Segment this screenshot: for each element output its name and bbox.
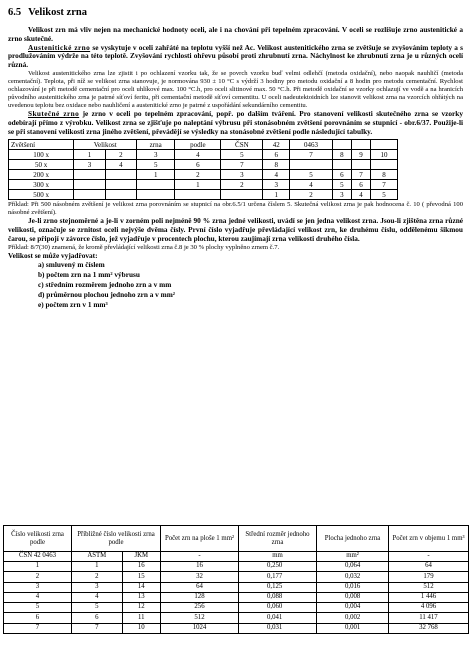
grain-number-cell: 3	[332, 190, 351, 200]
paragraph-example-2: Příklad: 8/7(30) znamená, že kromě převládající velikosti zrna č.8 je 30 % plochy vyplněno zrnem č.7.	[8, 243, 280, 251]
grain-number-cell	[137, 190, 175, 200]
table-cell: 0,177	[239, 572, 317, 582]
grain-number-cell	[74, 190, 105, 200]
grain-number-cell	[221, 190, 263, 200]
table-row	[4, 623, 469, 633]
grain-table-header	[4, 526, 469, 552]
header-cell: zrna	[137, 140, 175, 150]
table-cell: 128	[161, 592, 239, 602]
grain-number-cell: 1	[263, 190, 290, 200]
conversion-table-row	[9, 190, 398, 200]
grain-number-cell: 3	[137, 150, 175, 160]
magnification-cell: 100 x	[9, 150, 74, 160]
paragraph-intro: Velikost zrn má vliv nejen na mechanické hodnoty oceli, ale i na chování při tepelném zpracování. V oceli se rozlišuje zrno austenitické a zrno skutečné.	[8, 24, 463, 43]
grain-number-cell: 2	[221, 180, 263, 190]
header-cell: Velikost	[74, 140, 137, 150]
grain-number-cell: 6	[175, 160, 221, 170]
subheader-cell: -	[161, 552, 239, 562]
table-cell: 0,016	[317, 582, 389, 592]
conversion-table-row	[9, 160, 398, 170]
grain-number-cell: 3	[221, 170, 263, 180]
grain-number-cell: 4	[351, 190, 370, 200]
table-cell: 0,088	[239, 592, 317, 602]
paragraph-methods: Velikost austenitického zrna lze zjistit i po ochlazení vzorku tak, že se povrch vzorku buď velmi odlehčí (metoda oxidační), nebo naopak nauhličí (metoda cementační). Teplota, při níž se velikost zrna stanovuje, je normována 930 ± 10 °C s výdrží 3 hodiny pro metodu oxidační a 8 hodin pro metodu cementační. Rychlost ochlazování je při metodě cementační pro oceli uhlíkové max. 100 °C.h, pro oceli slitinové max. 50 °C.h. Při metodě oxidační se vzorky ochlazují ve vodě a na hranicích původního austenitického zrna je patrné síťoví feritu, při cementační metodě síťoví cementitu. U oceli nadeutektoidních lze stanovit velikost zrna na vzorcích ohřátých na uvedenou teplotu bez oxidace nebo nauhličení a austenitické zrno je patrné z uspořádání sekundárního cementitu.	[8, 70, 463, 109]
table-cell: 13	[122, 592, 160, 602]
subheader-cell: mm	[239, 552, 317, 562]
grain-number-cell: 9	[351, 150, 370, 160]
subheader-cell: ČSN 42 0463	[4, 552, 72, 562]
grain-number-cell	[370, 160, 397, 170]
table-cell: 0,250	[239, 562, 317, 572]
table-cell: 10	[122, 623, 160, 633]
grain-number-cell: 5	[370, 190, 397, 200]
table-row	[4, 572, 469, 582]
list-item: c) středním rozměrem jednoho zrn a v mm	[38, 279, 172, 289]
grain-number-cell	[290, 160, 333, 170]
list-item: d) průměrnou plochou jednoho zrn a v mm²	[38, 289, 175, 299]
header-cell	[370, 140, 397, 150]
list-item: a) smluvený m číslem	[38, 259, 105, 269]
grain-number-cell	[351, 160, 370, 170]
conversion-table-header	[9, 140, 398, 150]
header-cell: podle	[175, 140, 221, 150]
grain-number-cell: 2	[105, 150, 136, 160]
grain-number-cell	[74, 170, 105, 180]
table-cell: 0,031	[239, 623, 317, 633]
header-cell: 0463	[290, 140, 333, 150]
table-cell: 16	[161, 562, 239, 572]
grain-number-cell	[105, 170, 136, 180]
grain-number-cell: 3	[263, 180, 290, 190]
table-cell: 1024	[161, 623, 239, 633]
table-cell: 0,004	[317, 603, 389, 613]
header-cell: Počet zrn na ploše 1 mm²	[161, 526, 239, 552]
table-cell: 0,032	[317, 572, 389, 582]
section-title: Velikost zrna	[28, 7, 87, 18]
grain-number-cell	[175, 190, 221, 200]
subheader-cell: mm²	[317, 552, 389, 562]
table-cell: 7	[4, 623, 72, 633]
table-cell: 64	[389, 562, 469, 572]
table-row	[4, 603, 469, 613]
header-cell: Příbližné číslo velikosti zrna podle	[72, 526, 161, 552]
conversion-table-row	[9, 170, 398, 180]
paragraph-real-grain-text: je zrno v oceli po tepelném zpracování, popř. po dalším tváření. Pro stanovení velikosti skutečného zrna se vzorky odebírají přímo z výrobku. Velikost zrna se zjišťuje po naleptání výbrusu při stonásobném zvětšení porovnáním se stupnicí - obr.6/37. Použije-li se při stanovení velikosti zrna jiného zvětšení, převádějí se výsledky na stonásobné zvětšení podle následující tabulky.	[8, 108, 463, 136]
grain-number-cell	[105, 190, 136, 200]
table-row	[4, 562, 469, 572]
grain-number-cell: 8	[332, 150, 351, 160]
table-cell: 11 417	[389, 613, 469, 623]
grain-number-cell: 4	[263, 170, 290, 180]
table-cell: 14	[122, 582, 160, 592]
grain-number-cell: 7	[370, 180, 397, 190]
table-cell: 7	[72, 623, 123, 633]
table-cell: 11	[122, 613, 160, 623]
table-cell: 32 768	[389, 623, 469, 633]
table-cell: 3	[4, 582, 72, 592]
header-cell: Střední rozměr jednoho zrna	[239, 526, 317, 552]
conversion-table-row	[9, 150, 398, 160]
header-cell: Počet zrn v objemu 1 mm³	[389, 526, 469, 552]
grain-number-cell: 8	[370, 170, 397, 180]
table-cell: 1	[72, 562, 123, 572]
table-cell: 2	[4, 572, 72, 582]
table-cell: 0,041	[239, 613, 317, 623]
grain-number-cell: 10	[370, 150, 397, 160]
grain-number-cell: 6	[332, 170, 351, 180]
grain-number-cell: 3	[74, 160, 105, 170]
grain-number-cell	[74, 180, 105, 190]
table-cell: 0,002	[317, 613, 389, 623]
table-cell: 0,125	[239, 582, 317, 592]
grain-number-cell: 8	[263, 160, 290, 170]
grain-number-cell: 4	[105, 160, 136, 170]
paragraph-real-grain	[8, 110, 463, 137]
term-real-grain: Skutečné zrno	[28, 108, 80, 118]
table-cell: 4	[4, 592, 72, 602]
table-cell: 6	[4, 613, 72, 623]
grain-number-cell: 6	[263, 150, 290, 160]
grain-number-cell: 1	[74, 150, 105, 160]
header-cell: 42	[263, 140, 290, 150]
table-cell: 0,008	[317, 592, 389, 602]
table-cell: 6	[72, 613, 123, 623]
grain-table-body	[4, 562, 469, 634]
term-austenitic: Austenitické zrno	[28, 42, 91, 52]
grain-number-cell: 7	[290, 150, 333, 160]
list-item: b) počtem zrn na 1 mm² výbrusu	[38, 269, 140, 279]
header-cell: Číslo velikosti zrna podle	[4, 526, 72, 552]
grain-number-cell: 2	[175, 170, 221, 180]
table-cell: 0,060	[239, 603, 317, 613]
magnification-cell: 50 x	[9, 160, 74, 170]
conversion-table	[8, 139, 398, 200]
table-cell: 4 096	[389, 603, 469, 613]
grain-number-cell: 5	[137, 160, 175, 170]
table-cell: 1 446	[389, 592, 469, 602]
table-row	[4, 613, 469, 623]
section-heading	[8, 7, 463, 20]
conversion-table-row	[9, 180, 398, 190]
grain-number-cell: 7	[221, 160, 263, 170]
grain-number-cell: 1	[137, 170, 175, 180]
subheader-cell: ASTM	[72, 552, 123, 562]
grain-number-cell: 4	[175, 150, 221, 160]
paragraph-austenitic-text: se vyskytuje v oceli zahřáté na teplotu vyšší než Ac. Velikost austenitického zrna se zvětšuje se zvyšováním teploty a s prodlužováním výdrže na této teplotě. Zvyšování rychlosti ohřevu působí proti zhrubnutí zrna. Náchylnost ke zhrubnutí zrna je u různých ocelí různá.	[8, 42, 463, 70]
table-cell: 512	[161, 613, 239, 623]
grain-number-cell	[332, 160, 351, 170]
header-cell: ČSN	[221, 140, 263, 150]
table-cell: 256	[161, 603, 239, 613]
magnification-cell: 500 x	[9, 190, 74, 200]
table-row	[4, 582, 469, 592]
subheader-cell: JKM	[122, 552, 160, 562]
paragraph-example-1: Příklad: Při 500 násobném zvětšení je velikost zrna porovnáním se stupnicí na obr.6.5/1 určena číslem 5. Skutečná velikost zrna je pak hodnocena č. 10 ( převodná 100 násobné zvětšení).	[8, 201, 463, 217]
grain-number-cell	[137, 180, 175, 190]
table-cell: 0,001	[317, 623, 389, 633]
table-cell: 15	[122, 572, 160, 582]
magnification-cell: 300 x	[9, 180, 74, 190]
table-cell: 16	[122, 562, 160, 572]
grain-number-cell: 6	[351, 180, 370, 190]
table-cell: 3	[72, 582, 123, 592]
grain-number-cell: 1	[175, 180, 221, 190]
grain-number-cell: 4	[290, 180, 333, 190]
grain-number-cell: 5	[290, 170, 333, 180]
table-cell: 12	[122, 603, 160, 613]
grain-number-cell	[105, 180, 136, 190]
grain-number-cell: 5	[332, 180, 351, 190]
table-cell: 32	[161, 572, 239, 582]
table-cell: 0,064	[317, 562, 389, 572]
grain-size-table	[3, 525, 469, 634]
paragraph-austenitic	[8, 44, 463, 71]
table-cell: 5	[4, 603, 72, 613]
paragraph-expression: Velikost se může vyjadřovat:	[8, 250, 98, 260]
table-cell: 64	[161, 582, 239, 592]
grain-number-cell: 5	[221, 150, 263, 160]
table-cell: 1	[4, 562, 72, 572]
expression-list	[38, 261, 463, 311]
paragraph-uniformity: Je-li zrno stejnoměrné a je-li v zorném poli nejméně 90 % zrna jedné velikosti, uvádí se jen jedna velikost zrna. Jsou-li zjištěna zrna různé velikosti, označuje se zrnitost oceli nejvýše dvěma čísly. První číslo vyjadřuje převládající velikost zrn, ke druhému číslu, oddělenému šikmou čarou, se připojí v závorce číslo, jež vyjadřuje v procentech plochu, kterou zaujímají zrna velikosti druhého čísla.	[8, 216, 463, 244]
table-cell: 5	[72, 603, 123, 613]
list-item: e) počtem zrn v 1 mm³	[38, 299, 108, 309]
header-cell	[351, 140, 370, 150]
table-cell: 2	[72, 572, 123, 582]
table-cell: 512	[389, 582, 469, 592]
table-cell: 4	[72, 592, 123, 602]
grain-table-subheader	[4, 552, 469, 562]
grain-number-cell: 2	[290, 190, 333, 200]
section-number: 6.5	[8, 7, 22, 18]
header-cell	[332, 140, 351, 150]
magnification-cell: 200 x	[9, 170, 74, 180]
table-row	[4, 592, 469, 602]
grain-number-cell: 7	[351, 170, 370, 180]
header-cell: Zvětšení	[9, 140, 74, 150]
header-cell: Plocha jednoho zrna	[317, 526, 389, 552]
table-cell: 179	[389, 572, 469, 582]
conversion-table-body	[9, 150, 398, 200]
subheader-cell: -	[389, 552, 469, 562]
